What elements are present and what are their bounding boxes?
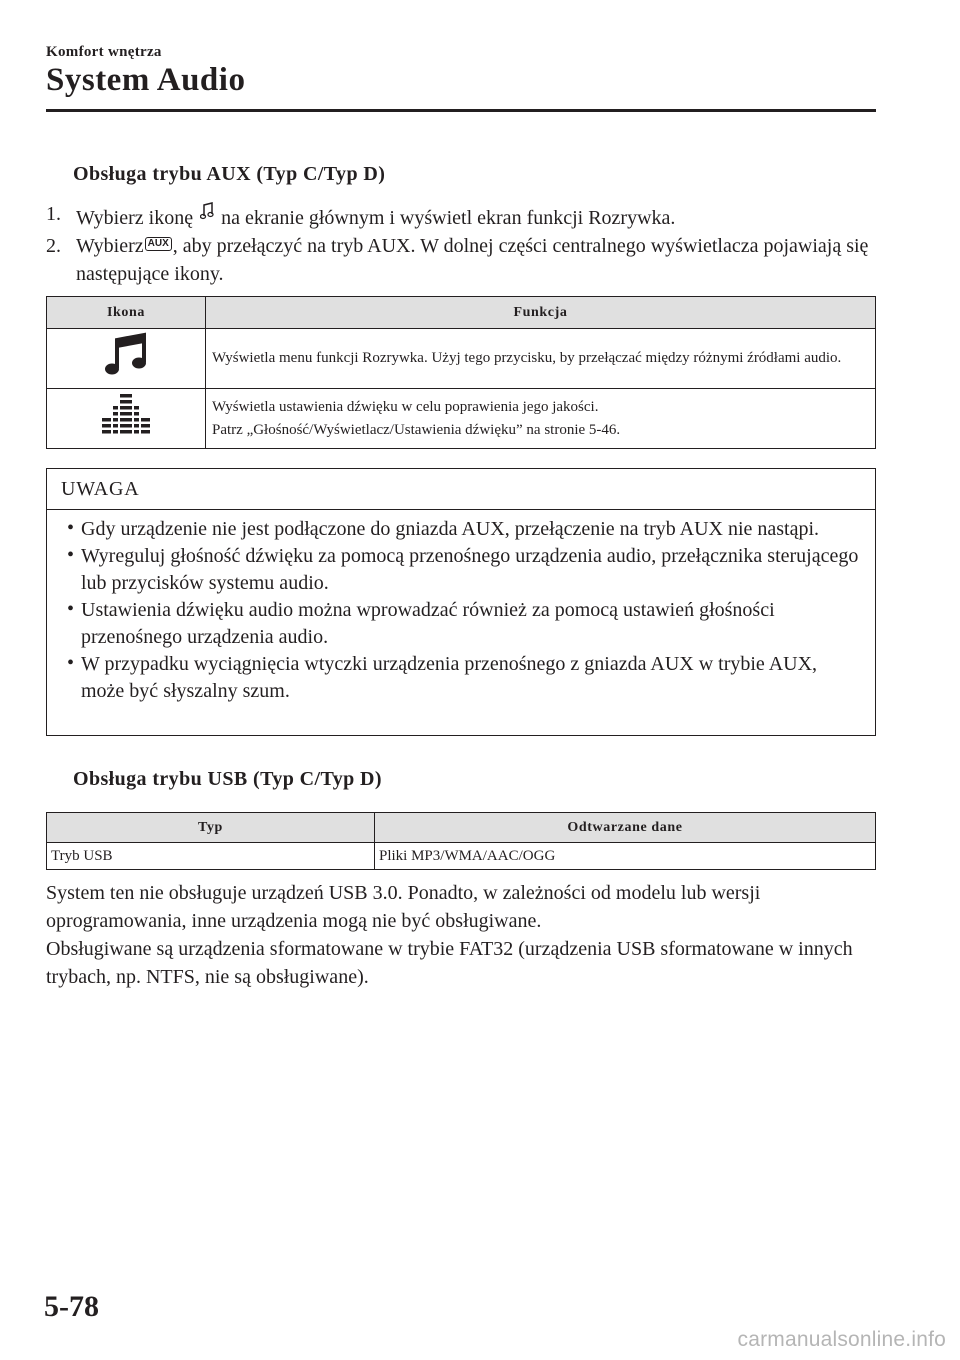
aux-button-icon: AUX — [145, 237, 172, 251]
step-number: 2. — [46, 235, 61, 257]
function-cell — [206, 389, 876, 449]
table-header-row — [47, 813, 876, 843]
table-row — [47, 843, 876, 870]
table-header: Typ — [47, 813, 375, 843]
paragraph: Obsługiwane są urządzenia sformatowane w trybie FAT32 (urządzenia USB sformatowane w innych trybach, np. NTFS, nie są obsługiwane). — [46, 938, 853, 988]
usb-table — [46, 812, 876, 870]
function-line: Wyświetla ustawienia dźwięku w celu poprawienia jego jakości. — [212, 398, 599, 415]
step-text-after: na ekranie głównym i wyświetl ekran funkcji Rozrywka. — [221, 207, 676, 229]
usb-support-text — [46, 879, 876, 991]
step-1 — [46, 200, 876, 232]
table-row — [47, 329, 876, 389]
paragraph: System ten nie obsługuje urządzeń USB 3.0. Ponadto, w zależności od modelu lub wersji oprogramowania, inne urządzenia mogą nie być obsługiwane. — [46, 882, 761, 932]
table-cell: Pliki MP3/WMA/AAC/OGG — [375, 843, 876, 870]
icon-cell — [47, 329, 206, 389]
table-header-row — [47, 297, 876, 329]
note-list — [47, 510, 875, 705]
music-note-icon — [200, 200, 214, 228]
note-item-text: Ustawienia dźwięku audio można wprowadzać również za pomocą ustawień głośności przenośnego urządzenia audio. — [81, 599, 775, 648]
title-divider — [46, 109, 876, 112]
sound-settings-icon — [98, 426, 154, 442]
table-header: Ikona — [47, 297, 206, 329]
bullet: • — [67, 544, 75, 566]
step-text-before: Wybierz ikonę — [76, 207, 194, 229]
note-item — [67, 516, 861, 543]
note-item — [67, 543, 861, 597]
bullet: • — [67, 517, 75, 539]
table-header: Odtwarzane dane — [375, 813, 876, 843]
watermark: carmanualsonline.info — [737, 1328, 946, 1351]
note-item — [67, 597, 861, 651]
note-item-text: Wyreguluj głośność dźwięku za pomocą przenośnego urządzenia audio, przełącznika sterującego lub przycisków systemu audio. — [81, 545, 859, 594]
page-title: System Audio — [46, 62, 246, 98]
note-item-text: Gdy urządzenie nie jest podłączone do gniazda AUX, przełączenie na tryb AUX nie nastąpi. — [81, 518, 820, 540]
note-item — [67, 651, 861, 705]
bullet: • — [67, 598, 75, 620]
table-cell: Tryb USB — [47, 843, 375, 870]
step-text-before: Wybierz — [76, 235, 144, 257]
section-label: Komfort wnętrza — [46, 44, 162, 60]
aux-steps — [46, 200, 876, 288]
step-text-after: , aby przełączyć na tryb AUX. W dolnej części centralnego wyświetlacza pojawiają się następujące ikony. — [76, 235, 869, 285]
note-item-text: W przypadku wyciągnięcia wtyczki urządzenia przenośnego z gniazda AUX w trybie AUX, może być słyszalny szum. — [81, 653, 818, 702]
aux-section-heading: Obsługa trybu AUX (Typ C/Typ D) — [73, 163, 386, 185]
music-note-icon — [102, 366, 150, 382]
step-2 — [46, 232, 876, 288]
usb-section-heading: Obsługa trybu USB (Typ C/Typ D) — [73, 768, 382, 790]
page-number: 5-78 — [44, 1290, 99, 1323]
function-cell: Wyświetla menu funkcji Rozrywka. Użyj tego przycisku, by przełączać między różnymi źródłami audio. — [206, 329, 876, 389]
icon-cell — [47, 389, 206, 449]
step-number: 1. — [46, 203, 61, 225]
table-row — [47, 389, 876, 449]
bullet: • — [67, 652, 75, 674]
note-box — [46, 468, 876, 736]
icon-function-table — [46, 296, 876, 449]
table-header: Funkcja — [206, 297, 876, 329]
function-line: Patrz „Głośność/Wyświetlacz/Ustawienia dźwięku” na stronie 5-46. — [212, 421, 621, 438]
note-heading: UWAGA — [47, 469, 875, 510]
